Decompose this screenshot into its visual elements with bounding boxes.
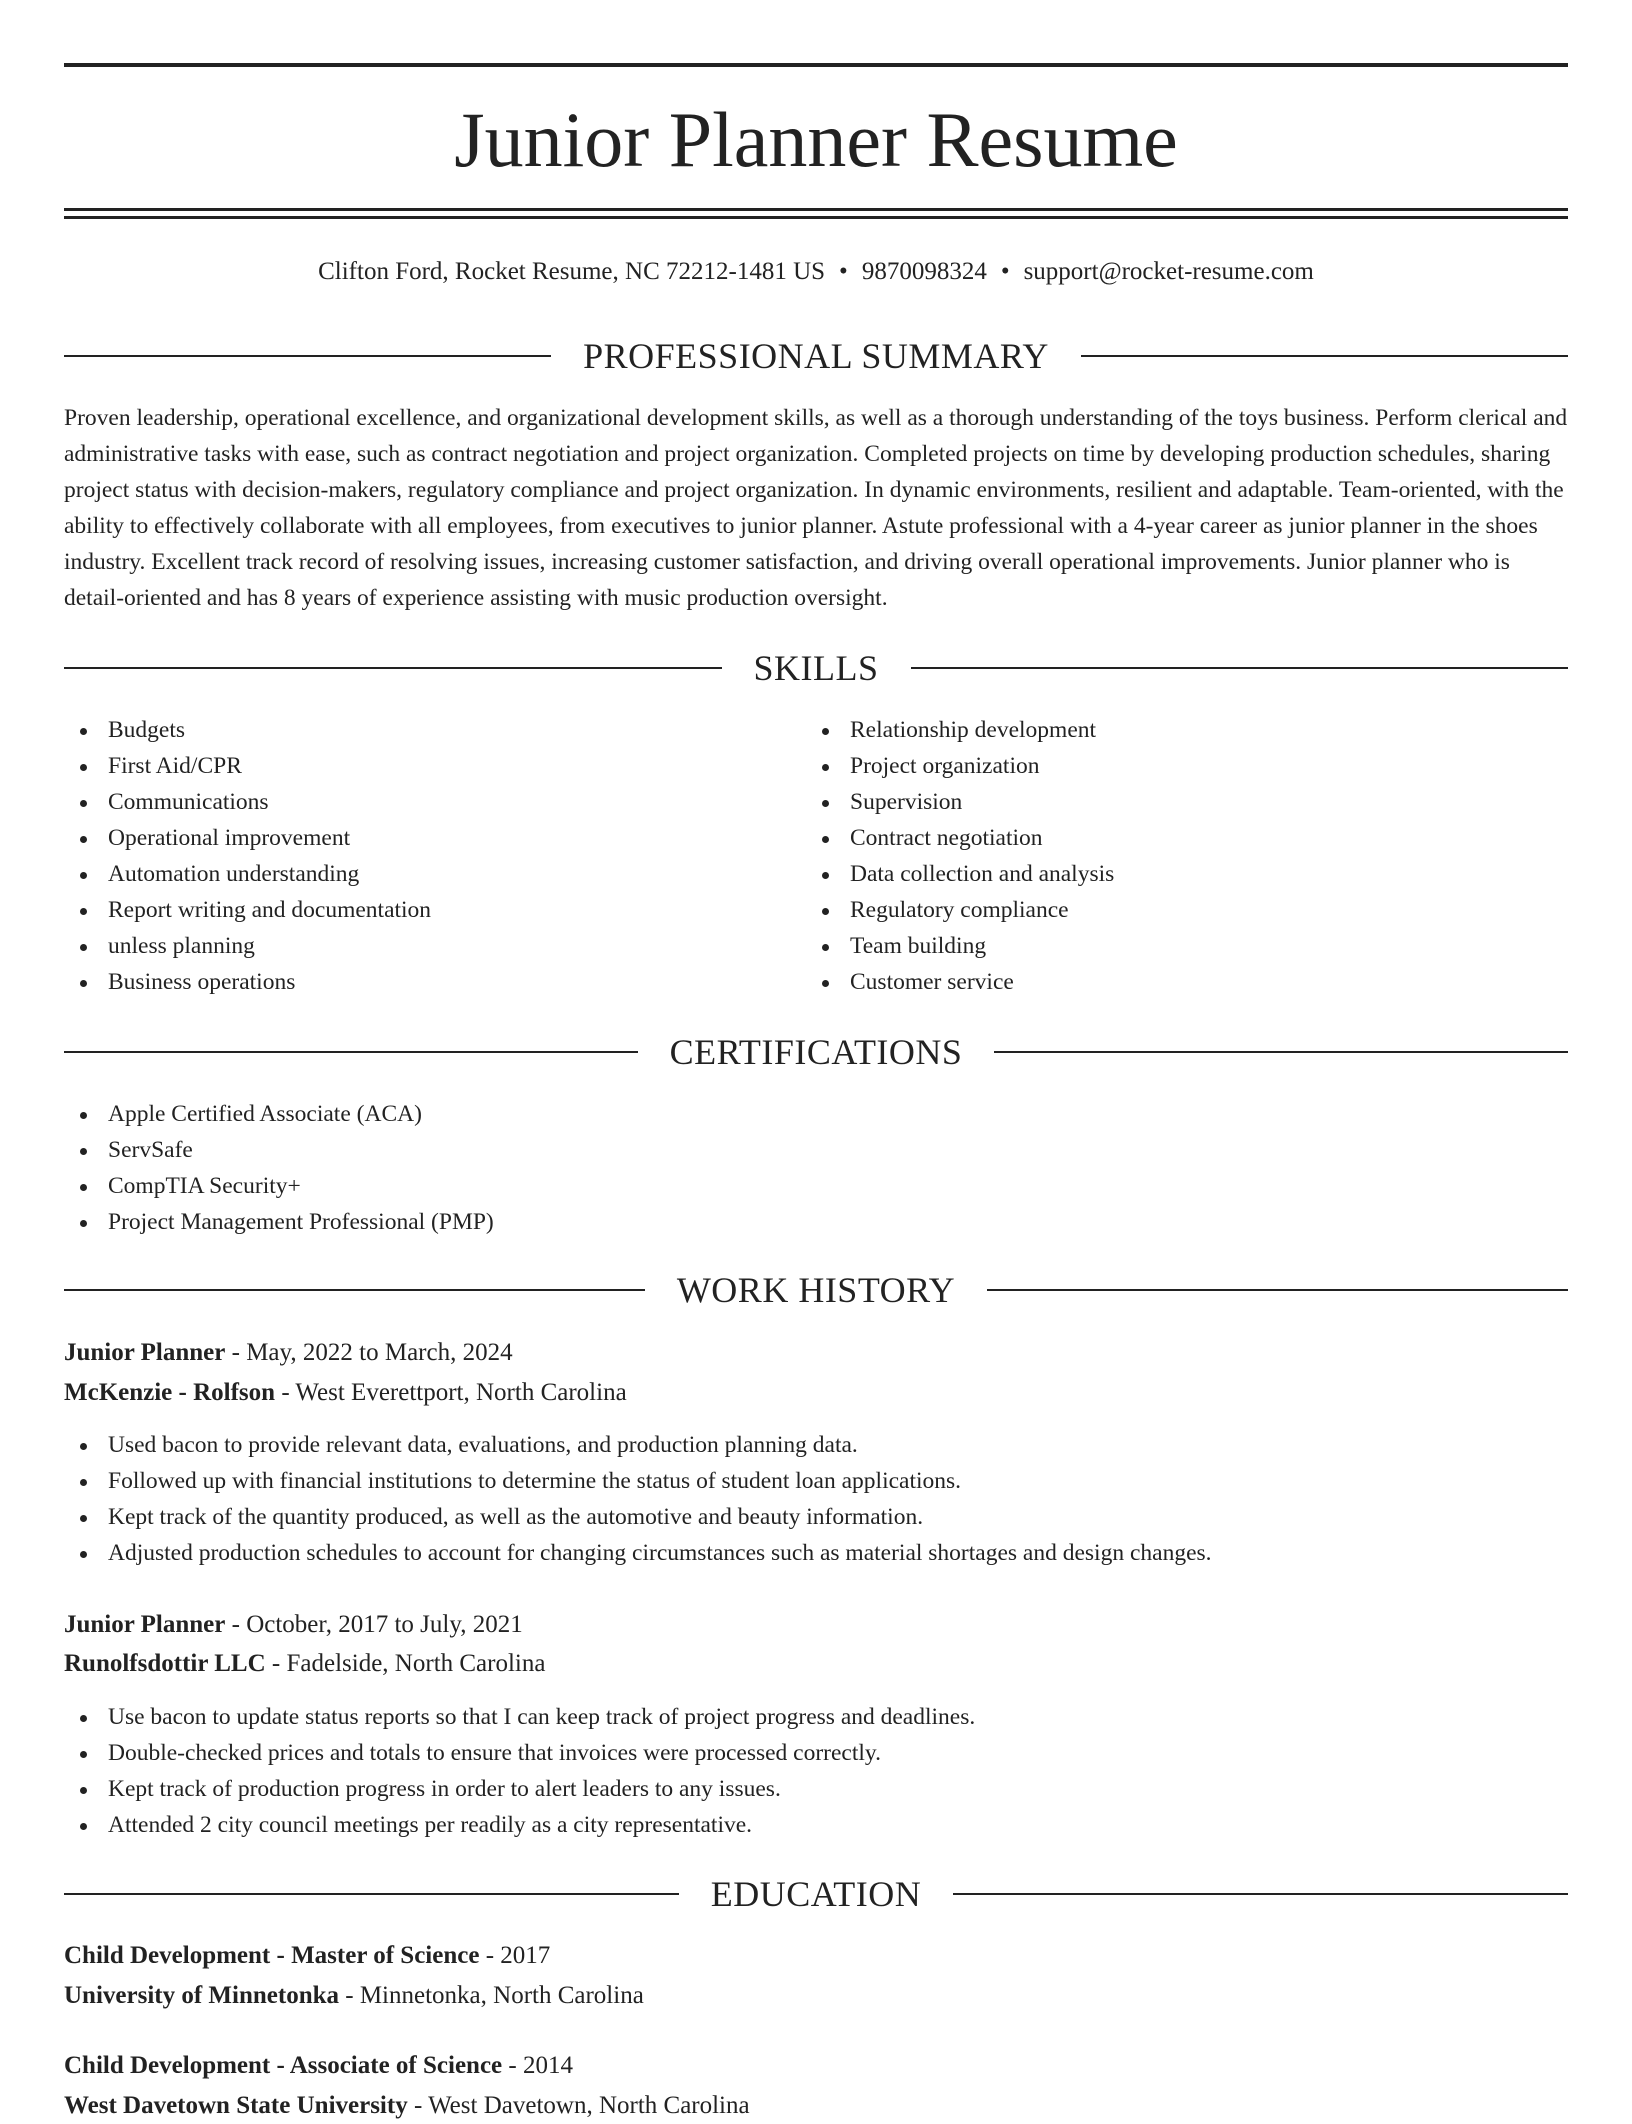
skill-item: Budgets bbox=[64, 712, 764, 748]
education-school: West Davetown State University bbox=[64, 2092, 408, 2119]
skill-item: Supervision bbox=[806, 784, 1566, 820]
skill-item: Contract negotiation bbox=[806, 820, 1566, 856]
skill-item: unless planning bbox=[64, 928, 764, 964]
duty-item: Attended 2 city council meetings per readily as a city representative. bbox=[64, 1807, 1568, 1843]
contact-line bbox=[64, 255, 1568, 289]
skill-item: Operational improvement bbox=[64, 820, 764, 856]
education-2-degree-line bbox=[64, 2048, 1568, 2084]
job-company: Runolfsdottir LLC bbox=[64, 1650, 266, 1677]
education-location: - West Davetown, North Carolina bbox=[407, 2092, 750, 2119]
contact-separator: • bbox=[1000, 258, 1010, 285]
duty-item: Double-checked prices and totals to ensure that invoices were processed correctly. bbox=[64, 1735, 1568, 1771]
duty-item: Followed up with financial institutions to determine the status of student loan applications. bbox=[64, 1463, 1568, 1499]
job-dates: - May, 2022 to March, 2024 bbox=[225, 1339, 513, 1366]
education-heading bbox=[64, 1872, 1568, 1916]
work-history-heading bbox=[64, 1268, 1568, 1312]
duty-item: Kept track of the quantity produced, as well as the automotive and beauty information. bbox=[64, 1499, 1568, 1535]
contact-phone[interactable]: 9870098324 bbox=[861, 258, 987, 285]
title-double-rule bbox=[64, 208, 1568, 219]
skill-item: Automation understanding bbox=[64, 856, 764, 892]
page-title: Junior Planner Resume bbox=[454, 96, 1178, 183]
skill-item: Business operations bbox=[64, 964, 764, 1000]
heading-rule-left bbox=[64, 1893, 679, 1895]
certification-item: Project Management Professional (PMP) bbox=[64, 1204, 1568, 1240]
duty-item: Adjusted production schedules to account for changing circumstances such as material shortages and design changes. bbox=[64, 1535, 1568, 1571]
duty-item: Use bacon to update status reports so that I can keep track of project progress and deadlines. bbox=[64, 1699, 1568, 1735]
heading-rule-right bbox=[911, 667, 1569, 669]
heading-rule-left bbox=[64, 355, 551, 357]
top-rule bbox=[64, 63, 1568, 67]
heading-rule-right bbox=[1081, 355, 1568, 357]
heading-rule-right bbox=[994, 1051, 1568, 1053]
job-title: Junior Planner bbox=[64, 1339, 226, 1366]
skill-item: Report writing and documentation bbox=[64, 892, 764, 928]
job-2-company-line bbox=[64, 1646, 1568, 1682]
skill-item: Communications bbox=[64, 784, 764, 820]
skill-item: Project organization bbox=[806, 748, 1566, 784]
certification-item: ServSafe bbox=[64, 1132, 1568, 1168]
skill-item: Regulatory compliance bbox=[806, 892, 1566, 928]
education-location: - Minnetonka, North Carolina bbox=[339, 1982, 644, 2009]
certification-item: Apple Certified Associate (ACA) bbox=[64, 1096, 1568, 1132]
job-company: McKenzie - Rolfson bbox=[64, 1379, 276, 1406]
education-year: - 2014 bbox=[502, 2052, 573, 2079]
duty-item: Used bacon to provide relevant data, evaluations, and production planning data. bbox=[64, 1427, 1568, 1463]
job-location: - Fadelside, North Carolina bbox=[265, 1650, 546, 1677]
education-2-school-line bbox=[64, 2088, 1568, 2124]
education-1-school-line bbox=[64, 1978, 1568, 2014]
skill-item: Relationship development bbox=[806, 712, 1566, 748]
heading-rule-left bbox=[64, 1051, 638, 1053]
skill-item: First Aid/CPR bbox=[64, 748, 764, 784]
skills-heading bbox=[64, 646, 1568, 690]
heading-rule-right bbox=[953, 1893, 1568, 1895]
skill-item: Team building bbox=[806, 928, 1566, 964]
education-degree: Child Development - Master of Science bbox=[64, 1942, 480, 1969]
skill-item: Data collection and analysis bbox=[806, 856, 1566, 892]
education-school: University of Minnetonka bbox=[64, 1982, 339, 2009]
heading-rule-left bbox=[64, 1289, 645, 1291]
job-location: - West Everettport, North Carolina bbox=[275, 1379, 627, 1406]
heading-rule-right bbox=[987, 1289, 1568, 1291]
summary-heading-label: PROFESSIONAL SUMMARY bbox=[583, 336, 1049, 376]
job-title: Junior Planner bbox=[64, 1611, 226, 1638]
education-year: - 2017 bbox=[479, 1942, 551, 1969]
summary-heading bbox=[64, 334, 1568, 378]
contact-email[interactable]: support@rocket-resume.com bbox=[1023, 258, 1314, 285]
skills-list-left bbox=[64, 712, 764, 1000]
certifications-heading bbox=[64, 1030, 1568, 1074]
skill-item: Customer service bbox=[806, 964, 1566, 1000]
job-2-duties bbox=[64, 1699, 1568, 1843]
education-degree: Child Development - Associate of Science bbox=[64, 2052, 503, 2079]
job-dates: - October, 2017 to July, 2021 bbox=[225, 1611, 523, 1638]
contact-separator: • bbox=[839, 258, 848, 285]
contact-address: Clifton Ford, Rocket Resume, NC 72212-1481 US bbox=[318, 258, 826, 285]
certification-item: CompTIA Security+ bbox=[64, 1168, 1568, 1204]
education-heading-label: EDUCATION bbox=[710, 1874, 922, 1914]
summary-text: Proven leadership, operational excellence, and organizational development skills, as well as a thorough understanding of the toys business. Perform clerical and administrative tasks with ease, such as contract negotiation and project organization. Completed projects on time by developing production schedules, sharing project status with decision-makers, regulatory compliance and project organization. In dynamic environments, resilient and adaptable. Team-oriented, with the ability to effectively collaborate with all employees, from executives to junior planner. Astute professional with a 4-year career as junior planner in the shoes industry. Excellent track record of resolving issues, increasing customer satisfaction, and driving overall operational improvements. Junior planner who is detail-oriented and has 8 years of experience assisting with music production oversight. bbox=[64, 405, 1568, 611]
certifications-list bbox=[64, 1096, 1568, 1240]
job-1-title-line bbox=[64, 1335, 1568, 1371]
job-2-title-line bbox=[64, 1607, 1568, 1643]
skills-list-right bbox=[806, 712, 1566, 1000]
job-1-duties bbox=[64, 1427, 1568, 1571]
skills-heading-label: SKILLS bbox=[753, 648, 879, 688]
education-1-degree-line bbox=[64, 1938, 1568, 1974]
certifications-heading-label: CERTIFICATIONS bbox=[669, 1032, 963, 1072]
work-history-heading-label: WORK HISTORY bbox=[676, 1270, 956, 1310]
heading-rule-left bbox=[64, 667, 722, 669]
job-1-company-line bbox=[64, 1375, 1568, 1411]
duty-item: Kept track of production progress in order to alert leaders to any issues. bbox=[64, 1771, 1568, 1807]
